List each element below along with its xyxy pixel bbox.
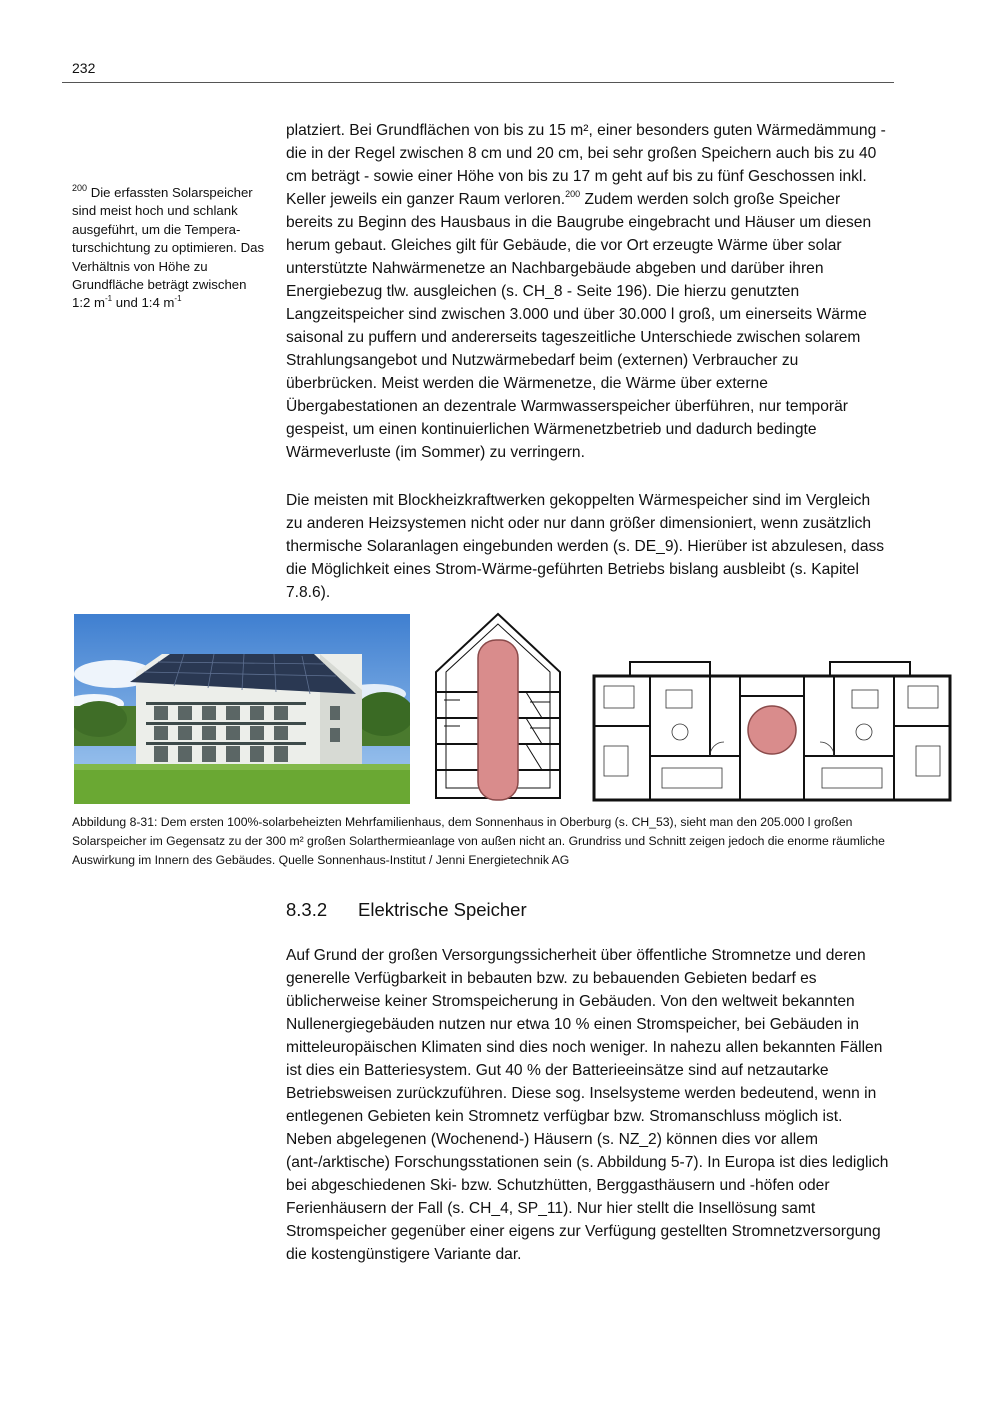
floor-plan-drawing — [590, 656, 954, 804]
section-title: Elektrische Speicher — [358, 899, 527, 920]
storage-tank-section — [478, 640, 518, 800]
storage-tank-plan — [748, 706, 796, 754]
section-number: 8.3.2 — [286, 899, 328, 920]
page-number: 232 — [72, 60, 96, 76]
footnote-text: Die erfassten Solarspeicher sind meist hoch und schlank ausgeführt, um die Temperaturschichtung zu optimieren. Das Verhältnis von Höhe zu Grundfläche beträgt zwischen — [72, 185, 265, 293]
building-section-drawing — [430, 610, 566, 804]
body-paragraph-1: platziert. Bei Grundflächen von bis zu 15 m², einer besonders guten Wärmedämmung - die in der Regel zwischen 8 cm und 20 cm, bei sehr großen Speichern auch bis zu 40 cm beträgt - sowie einer Höhe von bis zu 17 m geht auf bis zu fünf Geschossen inkl. Keller jeweils ein ganzer Raum verloren.$^{200}$ Zudem werden solch große Speicher bereits zu Beginn des Hausbaus in die Baugrube eingebracht und Häuser um diesen herum gebaut. Gleiches gilt für Gebäude, die vor Ort erzeugte Wärme über solar unterstützte Nahwärmenetze an Nachbargebäude abgeben und darüber ihren Energiebezug tlw. ausgleichen (s. CH_8 - Seite 196). Die hierzu genutzten Langzeitspeicher sind zwischen 3.000 und über 30.000 l groß, um einerseits Wärme saisonal zu puffern und andererseits tageszeitliche Unterschiede zwischen solarem Strahlungsangebot und Nutzwärmebedarf beim (externen) Verbraucher zu überbrücken. Meist werden die Wärmenetze, die Wärme über externe Übergabestationen an dezentrale Warmwasserspeicher überführen, nur temporär gespeist, um einen kontinuierlichen Wärmenetzbetrieb und dadurch bedingte Wärmeverluste (im Sommer) zu verringern. — [286, 122, 886, 461]
figure-caption: Abbildung 8-31: Dem ersten 100%-solarbeheizten Mehrfamilienhaus, dem Sonnenhaus in Oberburg (s. CH_53), sieht man den 205.000 l großen Solarspeicher im Gegensatz zu der 300 m² großen Solarthermieanlage von außen nicht an. Grundriss und Schnitt zeigen jedoch die enorme räumliche Auswirkung im Innern des Gebäudes. Quelle Sonnenhaus-Institut / Jenni Energietechnik AG — [72, 815, 885, 867]
section-heading — [286, 899, 527, 921]
body-paragraph-3: Auf Grund der großen Versorgungssicherheit über öffentliche Stromnetze und deren generelle Verfügbarkeit in bebauten bzw. zu bebauenden Gebieten bedarf es üblicherweise keiner Stromspeicherung in Gebäuden. Von den weltweit bekannten Nullenergiegebäuden nutzen nur etwa 10 % einen Stromspeicher, bei Gebäuden in mitteleuropäischen Klimaten sind dies noch weniger. In nahezu allen bekannten Fällen ist dies ein Batteriesystem. Gut 40 % der Batterieeinsätze sind auf netzautarke Betriebsweisen zurückzuführen. Diese sog. Inselsysteme werden bedeutend, wenn in entlegenen Gebieten kein Stromnetz verfügbar bzw. Stromanschluss möglich ist. Neben abgelegenen (Wochenend-) Häusern (s. NZ_2) können dies vor allem (ant-/arktische) Forschungsstationen sein (s. Abbildung 5-7). In Europa ist dies lediglich bei abgeschiedenen Ski- bzw. Schutzhütten, Berggasthäusern und -höfen oder Ferienhäusern der Fall (s. CH_4, SP_11). Nur hier stellt die Insellösung samt Stromspeicher gegenüber einer eigens zur Verfügung gestellten Stromnetzversorgung die kostengünstigere Variante dar. — [286, 947, 889, 1263]
footnote-marker: 200 — [72, 182, 88, 193]
footnote-ratio: 1:2 $m^{-1}$ und 1:4 $m^{-1}$ — [72, 294, 182, 311]
body-paragraph-2: Die meisten mit Blockheizkraftwerken gekoppelten Wärmespeicher sind im Vergleich zu anderen Heizsystemen nicht oder nur dann größer dimensioniert, wenn zusätzlich thermische Solaranlagen eingebunden werden (s. DE_9). Hierüber ist abzulesen, dass die Möglichkeit eines Strom-Wärme-geführten Betriebs bislang ausbleibt (s. Kapitel 7.8.6). — [286, 492, 885, 601]
footnote-200 — [72, 184, 272, 313]
header-rule — [62, 82, 894, 83]
footnote-reference: 200 — [565, 188, 581, 199]
figure-8-31 — [72, 610, 892, 805]
sonnenhaus-photo — [74, 614, 410, 804]
